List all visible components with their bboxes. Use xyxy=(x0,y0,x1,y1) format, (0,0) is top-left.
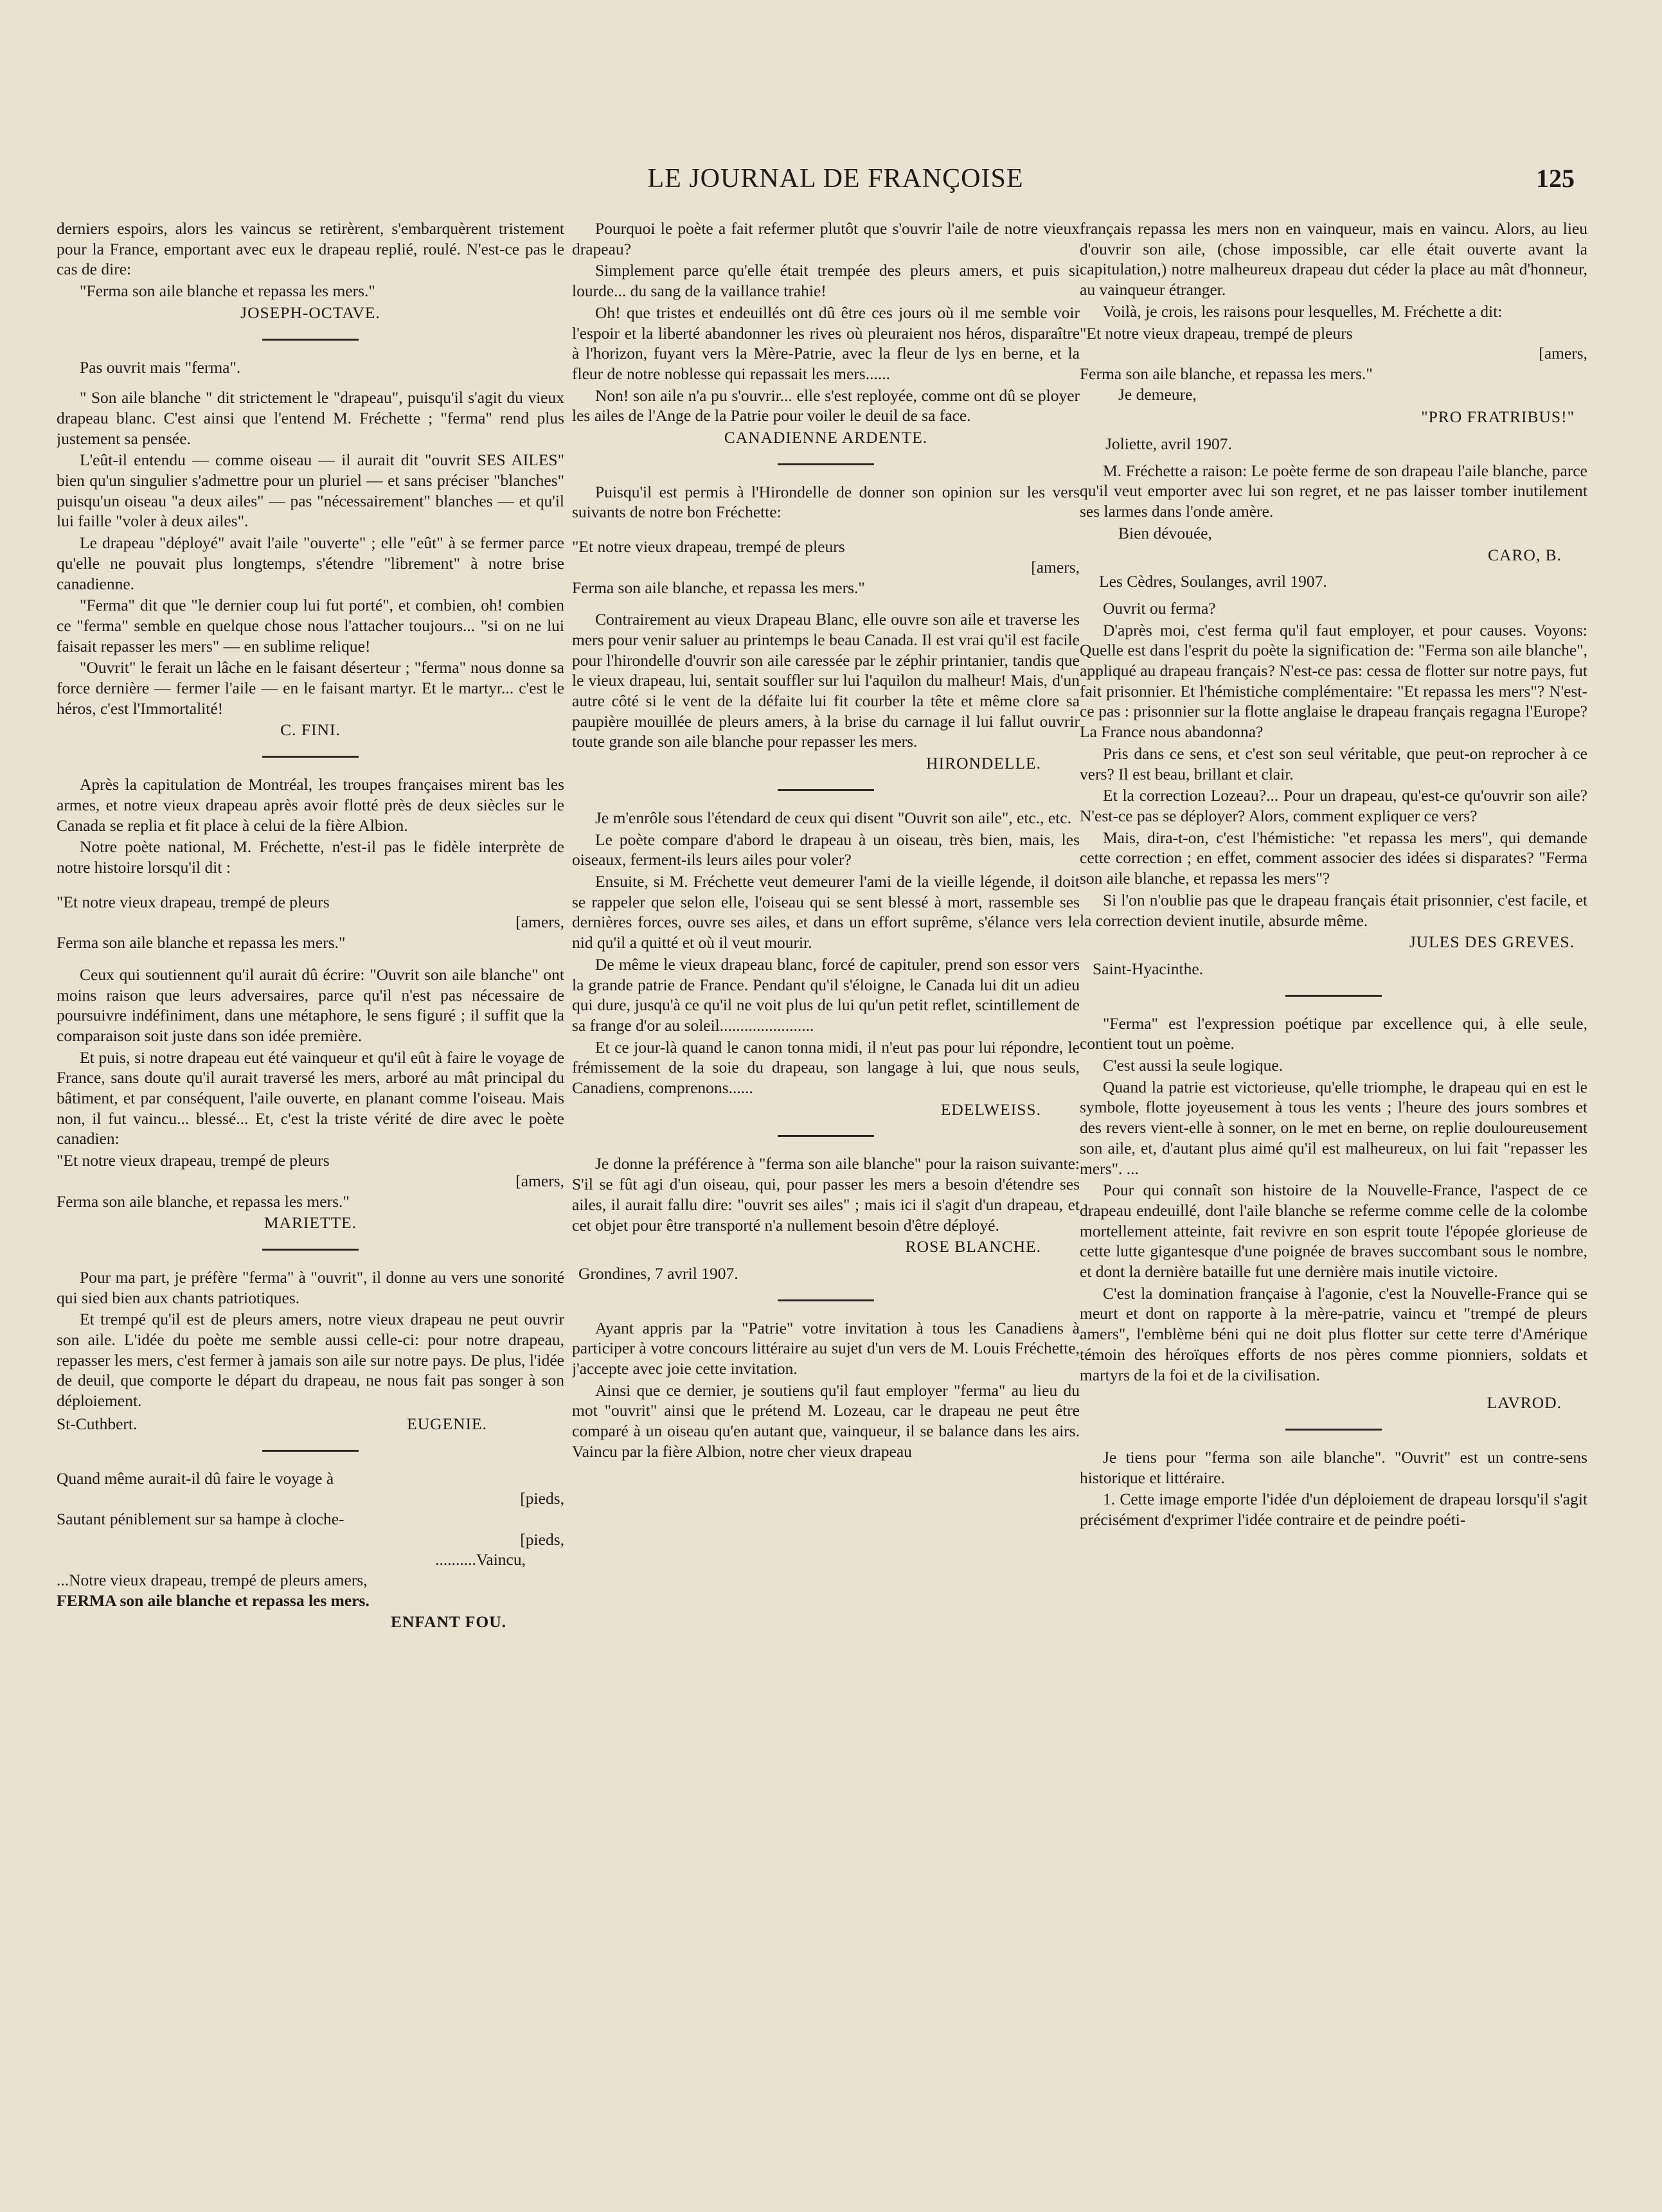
paragraph: Après la capitulation de Montréal, les troupes françaises mirent bas les armes, et notre vieux drapeau après avoir flotté près de deux siècles sur le Canada se replia et fit place à celui de la fière Albion. xyxy=(57,775,564,835)
verse-line: "Et notre vieux drapeau, trempé de pleurs xyxy=(57,892,330,911)
paragraph: C'est aussi la seule logique. xyxy=(1103,1056,1283,1075)
paragraph: Je donne la préférence à "ferma son aile blanche" pour la raison suivante: S'il se fût agi d'un oiseau, qui, pour passer les mers a besoin d'étendre ses ailes, il aurait fallu dire: "ouvrit ses ailes" ; mais ici il s'agit d'un drapeau, et cet objet pour être transporté n'a nullement besoin d'être déployé. xyxy=(572,1154,1080,1235)
paragraph: Quand la patrie est victorieuse, qu'elle triomphe, le drapeau qui en est le symbole, flotte joyeusement à tous les vents ; l'heure des jours sombres et des revers vient-elle à sonner, on le met en berne, on replie douloureusement son aile, et, d'autant plus aimé qu'il est malheureux, on lui fait "repasser les mers". ... xyxy=(1080,1077,1587,1178)
signature: CARO, B. xyxy=(1488,545,1562,564)
signature: EUGENIE. xyxy=(407,1414,487,1433)
signature: ENFANT FOU. xyxy=(390,1612,506,1632)
verse-line: [amers, xyxy=(515,913,564,932)
paragraph: 1. Cette image emporte l'idée d'un déploiement de drapeau lorsqu'il s'agit précisément d'exprimer l'idée contraire et de peindre poéti- xyxy=(1080,1490,1587,1530)
paragraph: Le drapeau "déployé" avait l'aile "ouverte" ; elle "eût" à se fermer parce qu'elle ne pouvait plus longtemps, s'étendre "librement" à notre brise canadienne. xyxy=(57,533,564,593)
paragraph: Pourquoi le poète a fait refermer plutôt que s'ouvrir l'aile de notre vieux drapeau? xyxy=(572,219,1080,258)
verse-line: Sautant péniblement sur sa hampe à cloche- xyxy=(57,1509,344,1528)
verse-line: ...Notre vieux drapeau, trempé de pleurs amers, xyxy=(57,1571,368,1590)
paragraph: Ouvrit ou ferma? xyxy=(1103,598,1216,618)
verse-line: "Et notre vieux drapeau, trempé de pleurs xyxy=(57,1151,330,1170)
column-1 xyxy=(57,219,564,2185)
verse-line: "Et notre vieux drapeau, trempé de pleurs xyxy=(1080,323,1353,343)
paragraph: Notre poète national, M. Fréchette, n'est-il pas le fidèle interprète de notre histoire lorsqu'il dit : xyxy=(57,837,564,877)
paragraph: Oh! que tristes et endeuillés ont dû être ces jours où il me semble voir l'espoir et la liberté abandonner les rives où pleuraient nos héros, disparaître à l'horizon, fuyant vers la Mère-Patrie, avec la fleur de lys en berne, et la fleur de notre noblesse qui repassait les mers...... xyxy=(572,303,1080,383)
paragraph: Si l'on n'oublie pas que le drapeau français était prisonnier, c'est facile, et la correction devient inutile, absurde même. xyxy=(1080,890,1587,930)
signature: ROSE BLANCHE. xyxy=(905,1237,1041,1256)
paragraph: L'eût-il entendu — comme oiseau — il aurait dit "ouvrit SES AILES" bien qu'un singulier s'admettre pour un pluriel — et sans préciser "blanches" puisqu'un oiseau "a deux ailes" — pas "nécessairement" blanches — et qu'il lui faille "voler à deux ailes". xyxy=(57,450,564,531)
quote-line: "Ferma son aile blanche et repassa les mers." xyxy=(80,281,375,301)
place-name: St-Cuthbert. xyxy=(57,1414,138,1433)
paragraph: M. Fréchette a raison: Le poète ferme de son drapeau l'aile blanche, parce qu'il veut emporter avec lui son regret, et ne pas laisser tomber inutilement ses larmes dans l'onde amère. xyxy=(1080,461,1587,521)
paragraph: Je demeure, xyxy=(1118,384,1197,404)
paragraph: Pas ouvrit mais "ferma". xyxy=(80,357,241,377)
running-title: LE JOURNAL DE FRANÇOISE xyxy=(647,164,1024,193)
verse-line: Ferma son aile blanche, et repassa les mers." xyxy=(1080,364,1373,383)
verse-quote xyxy=(57,1150,564,1211)
verse-line: [pieds, xyxy=(520,1489,564,1508)
page-header xyxy=(0,159,1662,201)
divider xyxy=(1285,995,1382,997)
verse-line: [amers, xyxy=(1539,344,1587,363)
verse-line: "Et notre vieux drapeau, trempé de pleurs xyxy=(572,537,845,557)
paragraph: Je tiens pour "ferma son aile blanche". "Ouvrit" est un contre-sens historique et littéraire. xyxy=(1080,1447,1587,1487)
paragraph: "Ferma" dit que "le dernier coup lui fut porté", et combien, oh! combien ce "ferma" semble en quelque chose nous l'attacher toujours... "si on ne lui faisait repasser les mers" — en sublime relique! xyxy=(57,596,564,656)
paragraph: Pour qui connaît son histoire de la Nouvelle-France, l'aspect de ce drapeau endeuillé, dont l'aile blanche se referme comme celle de la colombe mortellement atteinte, fait revivre en son esprit toute l'épopée glorieuse de cette lutte gigantesque d'une poignée de braves succombant sous le nombre, et dont la dernière bataille fut une dernière mais inutile victoire. xyxy=(1080,1181,1587,1281)
page-number: 125 xyxy=(1536,164,1575,193)
verse-line: [amers, xyxy=(1031,557,1080,576)
paragraph: Et la correction Lozeau?... Pour un drapeau, qu'est-ce qu'ouvrir son aile? N'est-ce pas se déployer? Alors, comment expliquer ce vers? xyxy=(1080,786,1587,825)
divider xyxy=(1285,1429,1382,1431)
verse-quote xyxy=(57,892,564,953)
verse-line: Quand même aurait-il dû faire le voyage à xyxy=(57,1468,334,1488)
divider xyxy=(262,1450,359,1452)
signature: C. FINI. xyxy=(280,720,341,740)
paragraph: Mais, dira-t-on, c'est l'hémistiche: "et repassa les mers", qui demande cette correction ; en effet, comment associer des idées si disparates? "Ferma son aile blanche, et repassa les mers"? xyxy=(1080,828,1587,888)
paragraph: Et ce jour-là quand le canon tonna midi, il n'eut pas pour lui répondre, le frémissement de la soie du drapeau, son langage à lui, que nous seuls, Canadiens, comprenons...... xyxy=(572,1037,1080,1098)
divider xyxy=(262,756,359,758)
divider xyxy=(262,1249,359,1251)
verse-line: FERMA son aile blanche et repassa les mers. xyxy=(57,1591,370,1610)
paragraph: Ayant appris par la "Patrie" votre invitation à tous les Canadiens à participer à votre concours littéraire au sujet d'un vers de M. Louis Fréchette, j'accepte avec joie cette invitation. xyxy=(572,1318,1080,1378)
paragraph: Voilà, je crois, les raisons pour lesquelles, M. Fréchette a dit: xyxy=(1103,301,1503,321)
signature: JOSEPH-OCTAVE. xyxy=(240,303,380,322)
verse-line: ..........Vaincu, xyxy=(435,1550,526,1569)
verse-line: [pieds, xyxy=(520,1530,564,1549)
paragraph: Non! son aile n'a pu s'ouvrir... elle s'est reployée, comme ont dû se ployer les ailes de l'Ange de la Patrie pour voiler le deuil de sa face. xyxy=(572,386,1080,425)
signature: LAVROD. xyxy=(1487,1393,1562,1413)
paragraph: Pris dans ce sens, et c'est son seul véritable, que peut-on reprocher à ce vers? Il est beau, brillant et clair. xyxy=(1080,744,1587,783)
paragraph: C'est la domination française à l'agonie, c'est la Nouvelle-France qui se meurt et dont on rapporte à la mère-patrie, vaincu et "trempé de pleurs amers", l'emblème béni qui ne doit plus flotter sur cette terre d'Amérique témoin des héroïques efforts de nos pères comme pionniers, soldats et martyrs de la foi et de la civilisation. xyxy=(1080,1283,1587,1384)
paragraph: De même le vieux drapeau blanc, forcé de capituler, prend son essor vers la grande patrie de France. Pendant qu'il s'éloigne, le Canada lui dit un adieu qui dure, jusqu'à ce qu'il ne voit plus de lui qu'un petit reflet, scintillement de sa frange d'or au soleil....................... xyxy=(572,954,1080,1035)
column-3 xyxy=(1080,219,1587,2185)
verse-line: Ferma son aile blanche et repassa les mers." xyxy=(57,933,346,952)
signature: "PRO FRATRIBUS!" xyxy=(1421,407,1575,427)
place-date: Grondines, 7 avril 1907. xyxy=(578,1263,738,1283)
divider xyxy=(778,1135,874,1137)
verse-line: Ferma son aile blanche, et repassa les mers." xyxy=(572,578,865,597)
divider xyxy=(778,463,874,465)
paragraph: Simplement parce qu'elle était trempée des pleurs amers, et puis si lourde... du sang de la vaillance trahie! xyxy=(572,261,1080,301)
paragraph: Et puis, si notre drapeau eut été vainqueur et qu'il eût à faire le voyage de France, sans doute qu'il aurait traversé les mers, arboré au mât principal du bâtiment, et par conséquent, l'aile ouverte, en planant comme l'oiseau. Mais non, il fut vaincu... blessé... Et, c'est la triste vérité de dire avec le poète canadien: xyxy=(57,1048,564,1148)
paragraph: derniers espoirs, alors les vaincus se retirèrent, s'embarquèrent tristement pour la France, emportant avec eux le drapeau replié, roulé. N'est-ce pas le cas de dire: xyxy=(57,219,564,279)
place-date: Les Cèdres, Soulanges, avril 1907. xyxy=(1099,572,1327,591)
verse-quote xyxy=(1080,323,1587,384)
paragraph: Le poète compare d'abord le drapeau à un oiseau, très bien, mais, les oiseaux, ferment-ils leurs ailes pour voler? xyxy=(572,830,1080,870)
verse-line: Ferma son aile blanche, et repassa les mers." xyxy=(57,1191,350,1211)
paragraph: Je m'enrôle sous l'étendard de ceux qui disent "Ouvrit son aile", etc., etc. xyxy=(595,808,1071,827)
signature: MARIETTE. xyxy=(264,1213,357,1233)
signature: HIRONDELLE. xyxy=(926,754,1041,773)
column-2 xyxy=(572,219,1080,2185)
paragraph: "Ferma" est l'expression poétique par excellence qui, à elle seule, contient tout un poème. xyxy=(1080,1013,1587,1053)
verse-line: [amers, xyxy=(515,1171,564,1190)
verse-quote xyxy=(57,1468,564,1611)
paragraph: D'après moi, c'est ferma qu'il faut employer, et pour causes. Voyons: Quelle est dans l'esprit du poète la signification de: "Ferma son aile blanche", appliqué au drapeau français? N'est-ce pas: cessa de flotter sur notre pays, fut fait prisonnier. Et l'hémistiche complémentaire: "Et repassa les mers"? N'est-ce pas : prisonnier sur la flotte anglaise le drapeau français regagna l'Europe? La France nous abandonna? xyxy=(1080,620,1587,742)
signature: JULES DES GREVES. xyxy=(1409,932,1575,952)
paragraph: français repassa les mers non en vainqueur, mais en vaincu. Alors, au lieu d'ouvrir son aile, (chose impossible, car elle était ouverte avant la capitulation,) notre malheureux drapeau dut céder la place au mât d'honneur, au vainqueur étranger. xyxy=(1080,219,1587,299)
paragraph: Contrairement au vieux Drapeau Blanc, elle ouvre son aile et traverse les mers pour venir saluer au printemps le beau Canada. Il est vrai qu'il est facile pour l'hirondelle d'ouvrir son aile caressée par le zéphir printanier, tandis que le vieux drapeau, lui, sentait souffler sur lui l'aquilon du malheur! Mais, d'un autre côté si le vent de la défaite lui fit courber la tête et même clore sa paupière mouillée de pleurs amers, à la brise du carnage il lui fallut ouvrir toute grande son aile blanche pour repasser les mers. xyxy=(572,610,1080,751)
paragraph: Bien dévouée, xyxy=(1118,523,1212,542)
paragraph: Ensuite, si M. Fréchette veut demeurer l'ami de la vieille légende, il doit se rappeler que selon elle, l'oiseau qui se sent blessé à mort, rassemble ses dernières forces, ouvre ses ailes, et dans un effort suprême, s'élance vers le nid qu'il a quitté et où il veut mourir. xyxy=(572,871,1080,952)
divider xyxy=(262,339,359,341)
divider xyxy=(778,1299,874,1301)
paragraph: Ceux qui soutiennent qu'il aurait dû écrire: "Ouvrit son aile blanche" ont moins raison que leurs adversaires, parce qu'il n'est pas nécessaire de poursuivre indéfiniment, dans une métaphore, le sens figuré ; il suffit que la comparaison soit juste dans son idée première. xyxy=(57,965,564,1045)
signature: EDELWEISS. xyxy=(940,1100,1041,1119)
place-date: Joliette, avril 1907. xyxy=(1105,434,1232,454)
paragraph: Ainsi que ce dernier, je soutiens qu'il faut employer "ferma" au lieu du mot "ouvrit" ainsi que le prétend M. Lozeau, car le drapeau ne peut être comparé à un oiseau qu'en autant que, vainqueur, il se balance dans les airs. Vaincu par la fière Albion, notre cher vieux drapeau xyxy=(572,1380,1080,1461)
verse-quote xyxy=(572,537,1080,598)
paragraph: "Ouvrit" le ferait un lâche en le faisant déserteur ; "ferma" nous donne sa force dernière — fermer l'aile — en le faisant martyr. Et le martyr... c'est le héros, c'est l'Immortalité! xyxy=(57,658,564,718)
divider xyxy=(778,789,874,791)
paragraph: Et trempé qu'il est de pleurs amers, notre vieux drapeau ne peut ouvrir son aile. L'idée du poète me semble aussi celle-ci: pour notre drapeau, repasser les mers, c'est fermer à jamais son aile sur notre pays. De plus, l'idée de deuil, que comporte le départ du drapeau, ne nous fait pas songer à son déploiement. xyxy=(57,1310,564,1411)
paragraph: " Son aile blanche " dit strictement le "drapeau", puisqu'il s'agit du vieux drapeau blanc. C'est ainsi que l'entend M. Fréchette ; "ferma" rend plus justement sa pensée. xyxy=(57,388,564,448)
paragraph: Pour ma part, je préfère "ferma" à "ouvrit", il donne au vers une sonorité qui sied bien aux chants patriotiques. xyxy=(57,1267,564,1307)
signature: CANADIENNE ARDENTE. xyxy=(724,428,928,447)
place-signature-line xyxy=(57,1414,564,1434)
paragraph: Puisqu'il est permis à l'Hirondelle de donner son opinion sur les vers suivants de notre bon Fréchette: xyxy=(572,482,1080,522)
place-name: Saint-Hyacinthe. xyxy=(1093,959,1204,978)
